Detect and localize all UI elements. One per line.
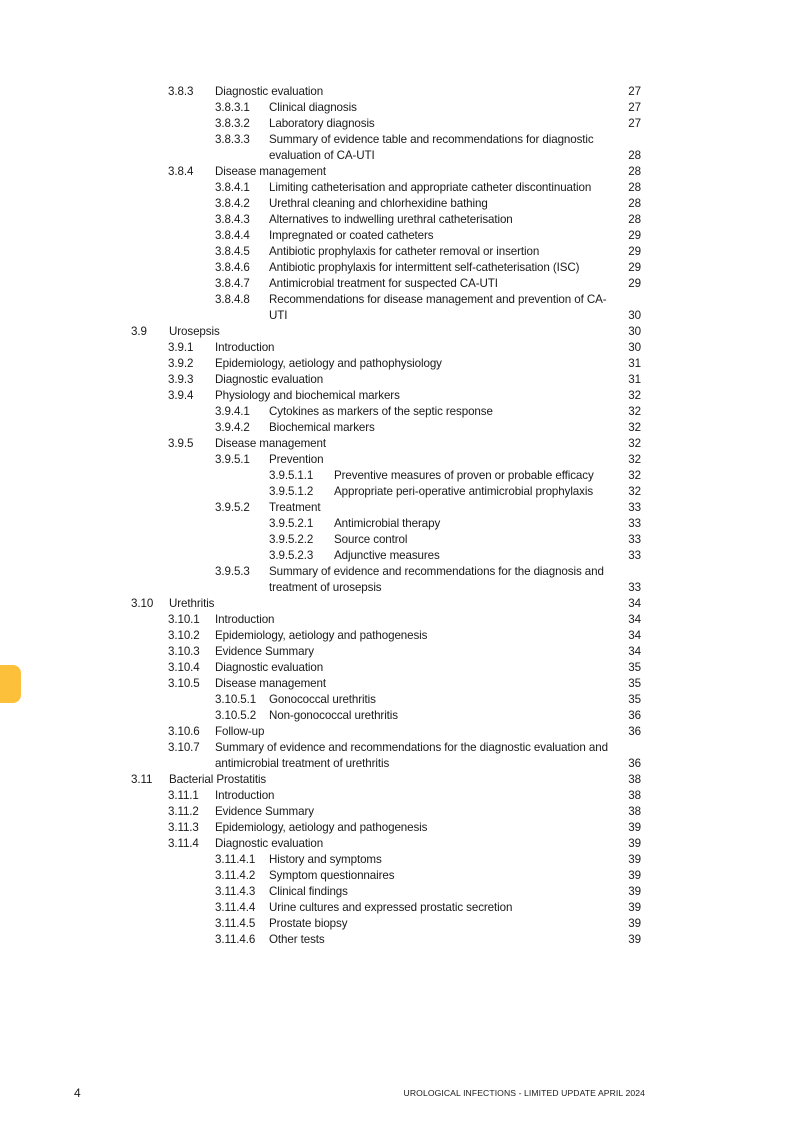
toc-entry-number: 3.9.5.3	[215, 565, 250, 578]
toc-entry-number: 3.8.4.8	[215, 293, 250, 306]
footer-document-title: UROLOGICAL INFECTIONS - LIMITED UPDATE APRIL 2024	[403, 1088, 645, 1098]
toc-entry-title: Non-gonococcal urethritis	[269, 709, 398, 722]
toc-entry[interactable]	[0, 516, 793, 532]
toc-entry-title: Limiting catheterisation and appropriate catheter discontinuation	[269, 181, 592, 194]
toc-entry[interactable]	[0, 708, 793, 724]
toc-entry-number: 3.9.4.2	[215, 421, 250, 434]
toc-entry-number: 3.9.4.1	[215, 405, 250, 418]
toc-entry-title: Epidemiology, aetiology and pathophysiology	[215, 357, 442, 370]
toc-entry-number: 3.10.7	[168, 741, 200, 754]
toc-entry-page: 29	[628, 277, 641, 290]
toc-entry-title: Antimicrobial therapy	[334, 517, 441, 530]
toc-entry-number: 3.11.4.5	[215, 917, 256, 930]
toc-entry-number: 3.10.6	[168, 725, 200, 738]
toc-entry-number: 3.9.4	[168, 389, 194, 402]
toc-entry-page: 39	[628, 885, 641, 898]
toc-entry-title: Introduction	[215, 613, 275, 626]
toc-entry-title: Bacterial Prostatitis	[169, 773, 267, 786]
toc-entry-page: 35	[628, 677, 641, 690]
toc-entry[interactable]	[0, 804, 793, 820]
toc-entry-title: Clinical findings	[269, 885, 348, 898]
toc-entry[interactable]	[0, 196, 793, 212]
toc-entry[interactable]	[0, 212, 793, 228]
toc-entry[interactable]	[0, 452, 793, 468]
footer-page-number: 4	[74, 1086, 81, 1100]
toc-entry-number: 3.11.4.2	[215, 869, 256, 882]
toc-entry-page: 28	[628, 165, 641, 178]
toc-entry-number: 3.9.5.1.2	[269, 485, 314, 498]
toc-entry-number: 3.8.4.2	[215, 197, 250, 210]
toc-entry[interactable]	[0, 564, 793, 596]
toc-entry[interactable]	[0, 468, 793, 484]
toc-entry-number: 3.8.4.1	[215, 181, 250, 194]
toc-entry-page: 34	[628, 597, 641, 610]
toc-entry-number: 3.9.5.2.2	[269, 533, 314, 546]
toc-entry-page: 31	[628, 373, 641, 386]
toc-entry[interactable]	[0, 276, 793, 292]
toc-entry-page: 39	[628, 917, 641, 930]
toc-entry[interactable]	[0, 340, 793, 356]
toc-entry[interactable]	[0, 932, 793, 948]
toc-entry-title: Antibiotic prophylaxis for intermittent self-catheterisation (ISC)	[269, 261, 580, 274]
toc-entry-page: 28	[628, 149, 641, 162]
toc-entry-number: 3.8.4.4	[215, 229, 250, 242]
toc-entry-number: 3.10.5.1	[215, 693, 257, 706]
toc-entry-title: Evidence Summary	[215, 645, 314, 658]
toc-entry[interactable]	[0, 324, 793, 340]
toc-entry-number: 3.10.1	[168, 613, 200, 626]
toc-entry[interactable]	[0, 836, 793, 852]
toc-entry-title: Appropriate peri-operative antimicrobial prophylaxis	[334, 485, 594, 498]
toc-entry-number: 3.10.5	[168, 677, 200, 690]
toc-entry[interactable]	[0, 84, 793, 100]
toc-entry-title: Cytokines as markers of the septic response	[269, 405, 493, 418]
toc-entry-number: 3.8.3.3	[215, 133, 250, 146]
toc-entry-page: 30	[628, 325, 641, 338]
toc-entry-title: Summary of evidence and recommendations for the diagnosis and treatment of urosepsis	[269, 565, 604, 594]
toc-entry-title: Urosepsis	[169, 325, 220, 338]
toc-entry-title: Adjunctive measures	[334, 549, 440, 562]
toc-entry[interactable]	[0, 740, 793, 772]
toc-entry-number: 3.11.4.6	[215, 933, 256, 946]
toc-entry-title: Clinical diagnosis	[269, 101, 357, 114]
toc-entry-number: 3.10.2	[168, 629, 200, 642]
toc-entry-number: 3.8.3.1	[215, 101, 250, 114]
toc-entry-number: 3.11.4.3	[215, 885, 256, 898]
toc-entry-title: Biochemical markers	[269, 421, 375, 434]
toc-entry-title: Prostate biopsy	[269, 917, 348, 930]
toc-entry-title: Diagnostic evaluation	[215, 373, 324, 386]
toc-entry[interactable]	[0, 500, 793, 516]
toc-entry-title: Epidemiology, aetiology and pathogenesis	[215, 821, 428, 834]
toc-entry-number: 3.9.2	[168, 357, 194, 370]
toc-entry-number: 3.10	[131, 597, 154, 610]
toc-entry[interactable]	[0, 916, 793, 932]
toc-entry-number: 3.9.3	[168, 373, 194, 386]
toc-entry[interactable]	[0, 356, 793, 372]
toc-entry[interactable]	[0, 612, 793, 628]
toc-entry-title: Antimicrobial treatment for suspected CA-UTI	[269, 277, 498, 290]
toc-entry[interactable]	[0, 820, 793, 836]
toc-entry-number: 3.9	[131, 325, 147, 338]
toc-entry-title: Epidemiology, aetiology and pathogenesis	[215, 629, 428, 642]
toc-entry-title: History and symptoms	[269, 853, 382, 866]
toc-entry[interactable]	[0, 548, 793, 564]
toc-entry-page: 32	[628, 437, 641, 450]
toc-entry-title: Introduction	[215, 341, 275, 354]
toc-entry-title: Follow-up	[215, 725, 265, 738]
toc-entry-number: 3.8.4.5	[215, 245, 250, 258]
toc-entry-title: Gonococcal urethritis	[269, 693, 376, 706]
toc-entry-number: 3.11.1	[168, 789, 199, 802]
toc-entry-page: 39	[628, 869, 641, 882]
toc-entry-page: 34	[628, 645, 641, 658]
toc-entry-number: 3.8.4.7	[215, 277, 250, 290]
toc-entry-title: Summary of evidence table and recommendations for diagnostic evaluation of CA-UTI	[269, 133, 594, 162]
toc-entry-page: 27	[628, 117, 641, 130]
toc-entry-page: 29	[628, 261, 641, 274]
toc-entry[interactable]	[0, 244, 793, 260]
toc-entry-title: Prevention	[269, 453, 324, 466]
toc-entry[interactable]	[0, 116, 793, 132]
toc-entry-title: Symptom questionnaires	[269, 869, 395, 882]
toc-entry-page: 36	[628, 709, 641, 722]
toc-entry-number: 3.9.5	[168, 437, 194, 450]
toc-entry[interactable]	[0, 644, 793, 660]
toc-entry-number: 3.11.4.1	[215, 853, 256, 866]
toc-entry-number: 3.8.3	[168, 85, 194, 98]
toc-entry[interactable]	[0, 676, 793, 692]
toc-entry-number: 3.10.4	[168, 661, 200, 674]
toc-entry-page: 28	[628, 181, 641, 194]
toc-entry-page: 32	[628, 389, 641, 402]
toc-entry[interactable]	[0, 852, 793, 868]
toc-entry-page: 29	[628, 229, 641, 242]
toc-entry-title: Summary of evidence and recommendations for the diagnostic evaluation and antimicrobial treatment of urethritis	[215, 741, 608, 770]
toc-entry[interactable]	[0, 420, 793, 436]
toc-entry-title: Disease management	[215, 437, 326, 450]
toc-entry-number: 3.10.3	[168, 645, 200, 658]
toc-entry-title: Recommendations for disease management and prevention of CA-UTI	[269, 293, 607, 322]
toc-entry-page: 32	[628, 485, 641, 498]
toc-entry-page: 39	[628, 933, 641, 946]
toc-entry-title: Physiology and biochemical markers	[215, 389, 400, 402]
toc-entry[interactable]	[0, 724, 793, 740]
toc-entry-number: 3.11.4	[168, 837, 199, 850]
toc-entry-page: 34	[628, 613, 641, 626]
toc-entry[interactable]	[0, 164, 793, 180]
toc-entry-title: Alternatives to indwelling urethral catheterisation	[269, 213, 513, 226]
toc-entry-page: 29	[628, 245, 641, 258]
toc-entry-number: 3.9.5.1	[215, 453, 250, 466]
toc-entry[interactable]	[0, 692, 793, 708]
toc-entry-number: 3.11.4.4	[215, 901, 256, 914]
toc-entry-page: 28	[628, 197, 641, 210]
toc-entry-number: 3.9.5.1.1	[269, 469, 314, 482]
toc-entry-title: Urethritis	[169, 597, 215, 610]
toc-entry-page: 39	[628, 853, 641, 866]
toc-entry-number: 3.9.1	[168, 341, 194, 354]
toc-entry[interactable]	[0, 628, 793, 644]
toc-entry-title: Preventive measures of proven or probable efficacy	[334, 469, 594, 482]
toc-entry-title: Other tests	[269, 933, 325, 946]
toc-entry-page: 33	[628, 549, 641, 562]
toc-entry-number: 3.9.5.2.3	[269, 549, 314, 562]
toc-entry-page: 32	[628, 421, 641, 434]
toc-entry-title: Treatment	[269, 501, 321, 514]
toc-entry-page: 38	[628, 789, 641, 802]
toc-entry-title: Laboratory diagnosis	[269, 117, 375, 130]
toc-entry[interactable]	[0, 788, 793, 804]
toc-entry-page: 30	[628, 341, 641, 354]
toc-entry-title: Diagnostic evaluation	[215, 85, 324, 98]
toc-entry[interactable]	[0, 884, 793, 900]
toc-entry-page: 27	[628, 85, 641, 98]
toc-entry[interactable]	[0, 772, 793, 788]
toc-entry-title: Disease management	[215, 677, 326, 690]
toc-entry[interactable]	[0, 388, 793, 404]
toc-entry-number: 3.11.3	[168, 821, 199, 834]
toc-entry-title: Antibiotic prophylaxis for catheter removal or insertion	[269, 245, 540, 258]
toc-entry[interactable]	[0, 484, 793, 500]
toc-entry-page: 36	[628, 725, 641, 738]
toc-entry-page: 39	[628, 821, 641, 834]
toc-entry-page: 39	[628, 901, 641, 914]
toc-entry-number: 3.8.4	[168, 165, 194, 178]
toc-entry[interactable]	[0, 132, 793, 164]
toc-entry-title: Disease management	[215, 165, 326, 178]
table-of-contents	[0, 84, 793, 948]
toc-entry-title: Impregnated or coated catheters	[269, 229, 434, 242]
toc-entry-page: 34	[628, 629, 641, 642]
toc-entry-page: 38	[628, 805, 641, 818]
toc-entry-page: 36	[628, 757, 641, 770]
toc-entry-number: 3.9.5.2.1	[269, 517, 314, 530]
toc-entry-title: Introduction	[215, 789, 275, 802]
toc-entry-page: 39	[628, 837, 641, 850]
toc-entry-page: 28	[628, 213, 641, 226]
toc-entry-number: 3.10.5.2	[215, 709, 257, 722]
toc-entry-title: Diagnostic evaluation	[215, 661, 324, 674]
toc-entry-page: 33	[628, 533, 641, 546]
toc-entry[interactable]	[0, 436, 793, 452]
toc-entry-page: 35	[628, 661, 641, 674]
toc-entry[interactable]	[0, 596, 793, 612]
toc-entry-page: 27	[628, 101, 641, 114]
toc-entry-page: 32	[628, 405, 641, 418]
toc-entry-page: 35	[628, 693, 641, 706]
toc-entry-number: 3.11.2	[168, 805, 199, 818]
toc-entry-page: 30	[628, 309, 641, 322]
toc-entry[interactable]	[0, 100, 793, 116]
toc-entry-page: 31	[628, 357, 641, 370]
toc-entry[interactable]	[0, 180, 793, 196]
toc-entry-page: 33	[628, 581, 641, 594]
toc-entry-number: 3.8.4.3	[215, 213, 250, 226]
toc-entry[interactable]	[0, 532, 793, 548]
toc-entry[interactable]	[0, 292, 793, 324]
toc-entry[interactable]	[0, 404, 793, 420]
toc-entry-title: Source control	[334, 533, 408, 546]
toc-entry-page: 32	[628, 469, 641, 482]
toc-entry[interactable]	[0, 900, 793, 916]
toc-entry-number: 3.8.4.6	[215, 261, 250, 274]
toc-entry-page: 33	[628, 517, 641, 530]
toc-entry-number: 3.11	[131, 773, 153, 786]
toc-entry[interactable]	[0, 868, 793, 884]
toc-entry[interactable]	[0, 372, 793, 388]
toc-entry-page: 38	[628, 773, 641, 786]
toc-entry-title: Evidence Summary	[215, 805, 314, 818]
toc-entry-title: Urine cultures and expressed prostatic secretion	[269, 901, 513, 914]
toc-entry[interactable]	[0, 228, 793, 244]
toc-entry-title: Urethral cleaning and chlorhexidine bathing	[269, 197, 488, 210]
toc-entry[interactable]	[0, 660, 793, 676]
toc-entry-title: Diagnostic evaluation	[215, 837, 324, 850]
toc-entry-page: 32	[628, 453, 641, 466]
toc-entry-number: 3.8.3.2	[215, 117, 250, 130]
toc-entry[interactable]	[0, 260, 793, 276]
toc-entry-page: 33	[628, 501, 641, 514]
toc-entry-number: 3.9.5.2	[215, 501, 250, 514]
